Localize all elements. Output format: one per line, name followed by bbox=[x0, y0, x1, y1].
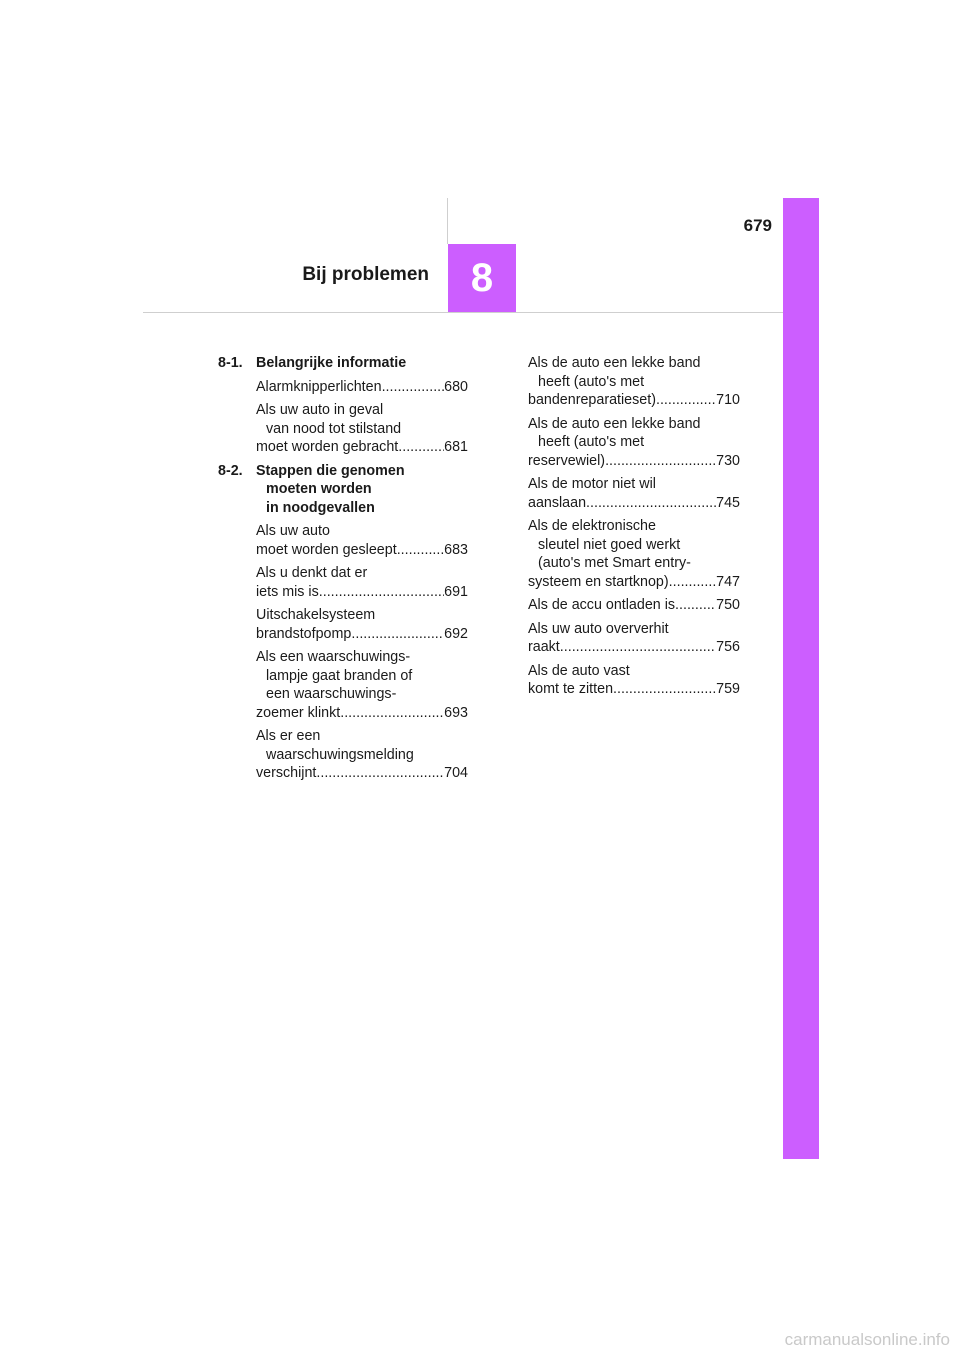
toc-entry[interactable] bbox=[528, 662, 740, 699]
entry-page-number: 745 bbox=[716, 494, 740, 511]
section-heading bbox=[218, 462, 468, 518]
entry-title-lines: Als de motor niet wil bbox=[528, 476, 656, 492]
entry-last-line bbox=[256, 378, 468, 397]
header-vertical-divider bbox=[447, 198, 448, 244]
entry-page-number: 693 bbox=[444, 704, 468, 721]
entry-page-number: 683 bbox=[444, 541, 468, 558]
entry-last-line bbox=[256, 583, 468, 602]
toc-entry[interactable] bbox=[256, 606, 468, 643]
entry-title: zoemer klinkt bbox=[256, 704, 341, 721]
entry-title: Alarmknipperlichten bbox=[256, 378, 382, 395]
entry-leader-dots bbox=[319, 583, 444, 602]
entry-title: systeem en startknop) bbox=[528, 573, 669, 590]
entry-title-lines: Als er een waarschuwingsmelding bbox=[256, 728, 414, 763]
header-divider bbox=[143, 312, 783, 313]
toc-entry[interactable] bbox=[256, 564, 468, 601]
page-number: 679 bbox=[743, 216, 772, 235]
entry-title-lines: Als uw auto oververhit bbox=[528, 620, 669, 637]
toc-entry[interactable] bbox=[528, 596, 740, 615]
watermark: carmanualsonline.info bbox=[784, 1330, 950, 1349]
entry-title: Als de accu ontladen is bbox=[528, 597, 676, 613]
entry-leader-dots bbox=[340, 704, 444, 723]
entry-page-number: 691 bbox=[444, 583, 468, 600]
chapter-number-box bbox=[448, 244, 516, 312]
entry-title-lines: Als de elektronische sleutel niet goed werkt (auto's met Smart entry- bbox=[528, 518, 691, 571]
toc-entry[interactable] bbox=[528, 354, 740, 410]
entry-last-line bbox=[256, 541, 468, 560]
entry-last-line bbox=[528, 638, 740, 657]
entry-page-number: 710 bbox=[716, 392, 740, 408]
entry-last-line bbox=[256, 438, 468, 457]
entry-title-lines: Als uw auto in geval van nood tot stilstand bbox=[256, 402, 402, 437]
entry-last-line bbox=[528, 573, 740, 592]
entry-page-number: 704 bbox=[444, 765, 468, 781]
entry-title: bandenreparatieset) bbox=[528, 392, 656, 408]
toc-entry[interactable] bbox=[528, 475, 740, 512]
section-title: Stappen die genomen moeten worden in noodgevallen bbox=[256, 462, 405, 516]
entry-page-number: 730 bbox=[716, 452, 740, 469]
toc-entry[interactable] bbox=[256, 648, 468, 722]
toc-entry[interactable] bbox=[256, 522, 468, 559]
section-entries bbox=[218, 378, 468, 457]
entry-title-lines: Als een waarschuwings- lampje gaat branden of een waarschuwings- bbox=[256, 649, 413, 702]
entry-title-lines: Als u denkt dat er bbox=[256, 565, 368, 581]
entry-leader-dots bbox=[605, 452, 716, 471]
entry-title: aanslaan bbox=[528, 494, 587, 511]
entry-title-lines: Als uw auto bbox=[256, 523, 330, 539]
section-title: Belangrijke informatie bbox=[256, 355, 407, 371]
entry-leader-dots bbox=[613, 680, 716, 699]
entry-page-number: 759 bbox=[716, 681, 740, 697]
entry-title: moet worden gesleept bbox=[256, 541, 397, 558]
entry-page-number: 750 bbox=[716, 597, 740, 613]
toc-entry[interactable] bbox=[256, 401, 468, 457]
entry-title-lines: Als de auto vast bbox=[528, 662, 630, 679]
entry-title: verschijnt bbox=[256, 765, 317, 781]
entry-title-lines: Uitschakelsysteem bbox=[256, 607, 376, 623]
entry-leader-dots bbox=[656, 391, 716, 410]
toc-right-column bbox=[528, 354, 740, 704]
entry-last-line bbox=[256, 764, 468, 783]
section-entries bbox=[218, 522, 468, 783]
entry-last-line bbox=[528, 452, 740, 471]
toc-entry[interactable] bbox=[256, 378, 468, 397]
section-heading bbox=[218, 354, 468, 373]
entry-title: raakt bbox=[528, 639, 560, 655]
entry-page-number: 692 bbox=[444, 625, 468, 642]
section-number: 8-1. bbox=[218, 355, 243, 371]
entry-title: komt te zitten bbox=[528, 681, 614, 697]
entry-title-lines: Als de auto een lekke band heeft (auto's met bbox=[528, 415, 701, 450]
entry-last-line bbox=[528, 596, 740, 615]
toc-entry[interactable] bbox=[528, 517, 740, 591]
entry-leader-dots bbox=[669, 573, 716, 592]
entry-title: iets mis is bbox=[256, 583, 319, 600]
entry-leader-dots bbox=[382, 378, 445, 397]
chapter-side-tab bbox=[783, 198, 819, 1159]
entry-leader-dots bbox=[316, 764, 444, 783]
toc-entry[interactable] bbox=[256, 727, 468, 783]
entry-last-line bbox=[528, 680, 740, 699]
entry-page-number: 680 bbox=[444, 378, 468, 395]
entry-leader-dots bbox=[397, 541, 444, 560]
entry-last-line bbox=[256, 625, 468, 644]
toc-entries bbox=[528, 354, 740, 699]
entry-leader-dots bbox=[398, 438, 444, 457]
entry-leader-dots bbox=[560, 638, 716, 657]
entry-page-number: 747 bbox=[716, 573, 740, 590]
entry-last-line bbox=[528, 494, 740, 513]
toc-entry[interactable] bbox=[528, 415, 740, 471]
entry-last-line bbox=[256, 704, 468, 723]
toc-left-column bbox=[218, 354, 468, 788]
chapter-title: Bij problemen bbox=[302, 264, 429, 285]
entry-title-lines: Als de auto een lekke band heeft (auto's met bbox=[528, 355, 701, 390]
toc-entry[interactable] bbox=[528, 620, 740, 657]
entry-title: moet worden gebracht bbox=[256, 439, 399, 455]
entry-page-number: 756 bbox=[716, 639, 740, 655]
entry-leader-dots bbox=[675, 596, 716, 615]
entry-page-number: 681 bbox=[444, 439, 468, 455]
section-number: 8-2. bbox=[218, 462, 243, 479]
entry-title: reservewiel) bbox=[528, 452, 606, 469]
entry-leader-dots bbox=[586, 494, 716, 513]
chapter-number: 8 bbox=[470, 255, 494, 300]
entry-title: brandstofpomp bbox=[256, 625, 352, 642]
entry-leader-dots bbox=[351, 625, 444, 644]
entry-last-line bbox=[528, 391, 740, 410]
